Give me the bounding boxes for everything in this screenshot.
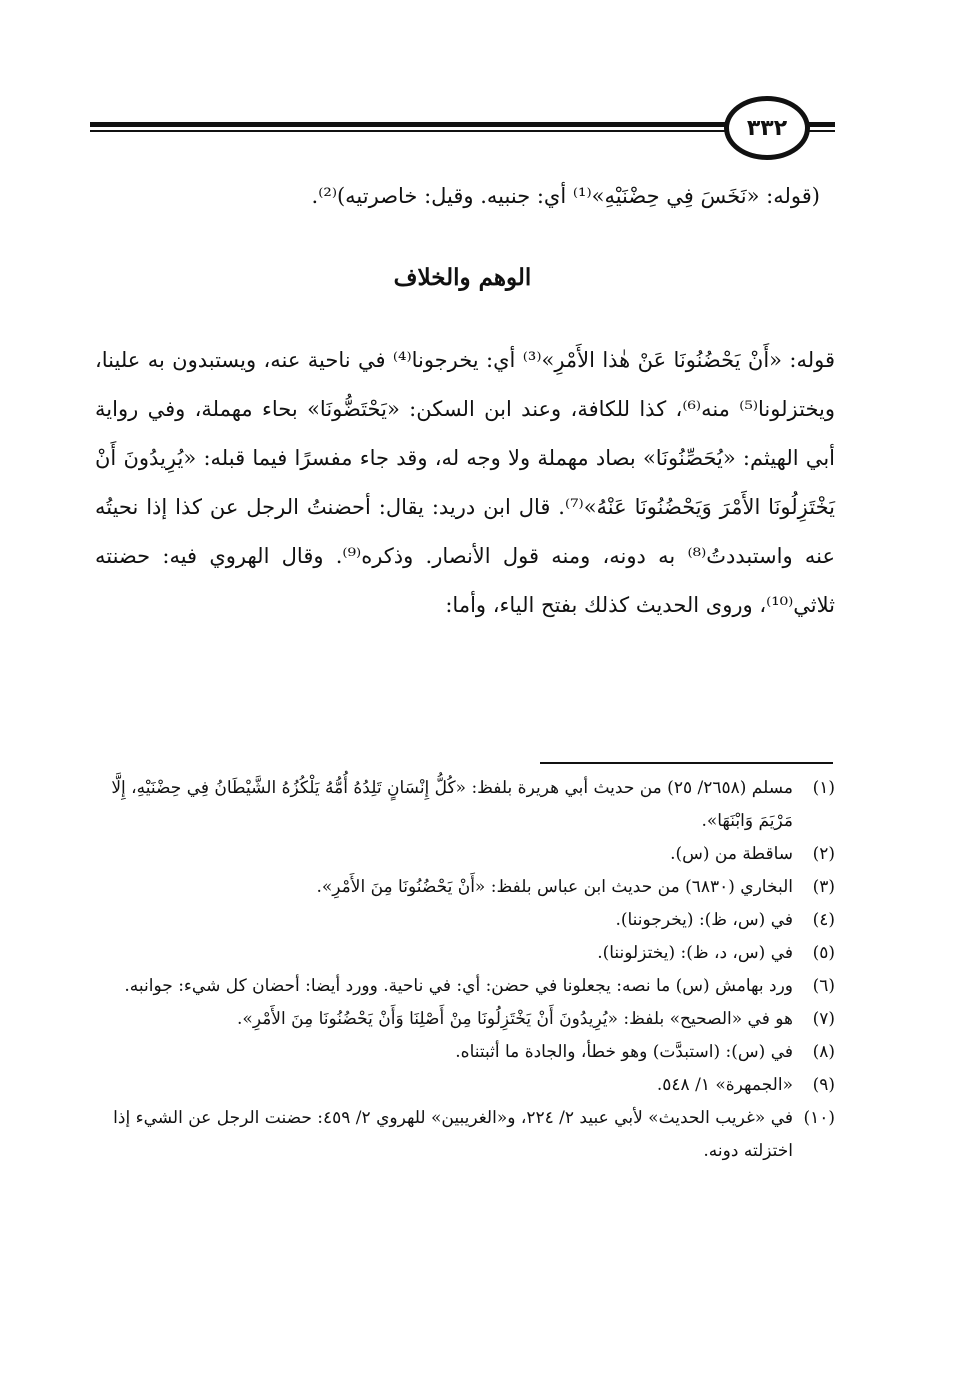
footnote-9 — [95, 1069, 835, 1102]
section-heading: الوهم والخلاف — [393, 264, 532, 291]
footnote-number: (٩) — [812, 1075, 835, 1095]
page-header — [90, 96, 835, 166]
body-paragraph: قوله: «أَنْ يَحْضُنُونَا عَنْ هٰذا الأَمْرِ»⁽³⁾ أي: يخرجونا⁽⁴⁾ في ناحية عنه، ويستبدون به علينا، ويختزلونا⁽⁵⁾ منه⁽⁶⁾، كذا للكافة، وعند ابن السكن: «يَحْتَضُّونَا» بحاء مهملة، وفي رواية أبي الهيثم: «يُحَصِّنُونَا» بصاد مهملة ولا وجه له، وقد جاء مفسرًا فيما قبله: «يُرِيدُونَ أَنْ يَخْتَزِلُونَا الأَمْرَ وَيَحْضُنُونَا عَنْهُ»⁽⁷⁾. قال ابن دريد: يقال: أحضنتُ الرجل عن كذا إذا نحيتُه عنه واستبددتُ⁽⁸⁾ به دونه، ومنه قول الأنصار. وذكره⁽⁹⁾. وقال الهروي فيه: حضنته ثلاثي⁽¹⁰⁾، وروى الحديث كذلك بفتح الياء، وأما: — [95, 348, 835, 617]
footnote-3 — [95, 871, 835, 904]
footnote-number: (٢) — [812, 844, 835, 864]
footnote-4 — [95, 904, 835, 937]
intro-line: (قوله: «نَخَسَ فِي حِضْنَيْهِ»⁽¹⁾ أي: جنبيه. وقيل: خاصرتيه)⁽²⁾. — [311, 184, 820, 208]
footnote-text: البخاري (٦٨٣٠) من حديث ابن عباس بلفظ: «أَنْ يَحْضُنُونَا مِنَ الأَمْرِ». — [316, 877, 793, 897]
footnote-separator — [540, 762, 833, 764]
footnote-5 — [95, 937, 835, 970]
footnote-number: (١٠) — [803, 1108, 835, 1128]
footnote-text: ورد بهامش (س) ما نصه: يجعلونا في حضن: أي: في ناحية. وورد أيضا: أحضان كل شيء: جوانبه. — [124, 976, 793, 996]
footnotes-list — [95, 772, 835, 1168]
footnote-text: في «غريب الحديث» لأبي عبيد ٢/ ٢٢٤، و«الغريبين» للهروي ٢/ ٤٥٩: حضنت الرجل عن الشيء إذا اختزلته دونه. — [113, 1108, 793, 1161]
footnote-number: (٧) — [812, 1009, 835, 1029]
header-rule-thick — [90, 122, 750, 127]
header-rule-thin — [90, 130, 750, 132]
footnote-8 — [95, 1036, 835, 1069]
footnote-number: (٨) — [812, 1042, 835, 1062]
footnote-6 — [95, 970, 835, 1003]
footnote-number: (٤) — [812, 910, 835, 930]
footnote-text: في (س): (استبدَّت) وهو خطأ، والجادة ما أثبتناه. — [455, 1042, 793, 1062]
footnote-text: «الجمهرة» ١/ ٥٤٨. — [656, 1075, 793, 1095]
footnote-1 — [95, 772, 835, 838]
page-number-badge: ٣٣٢ — [724, 96, 810, 160]
footnote-text: ساقطة من (س). — [670, 844, 793, 864]
footnote-number: (٣) — [812, 877, 835, 897]
footnote-text: في (س، د، ظ): (يختزلوننا). — [597, 943, 793, 963]
footnote-number: (٥) — [812, 943, 835, 963]
footnote-number: (١) — [812, 778, 835, 798]
footnote-text: مسلم (٢٦٥٨/ ٢٥) من حديث أبي هريرة بلفظ: «كُلُّ إِنْسَانٍ تَلِدُهُ أُمُّهُ يَلْكُزُهُ الشَّيْطَانُ فِي حِضْنَيْهِ، إِلَّا مَرْيَمَ وَابْنَهَا». — [111, 778, 793, 831]
footnote-text: في (س، ظ): (يخرجوننا). — [615, 910, 793, 930]
footnote-number: (٦) — [812, 976, 835, 996]
footnote-10 — [95, 1102, 835, 1168]
footnote-text: هو في «الصحيح» بلفظ: «يُرِيدُونَ أَنْ يَخْتَزِلُونَا مِنْ أَصْلِنَا وَأَنْ يَحْضُنُونَا مِنَ الأَمْرِ». — [237, 1009, 793, 1029]
footnote-7 — [95, 1003, 835, 1036]
footnote-2 — [95, 838, 835, 871]
